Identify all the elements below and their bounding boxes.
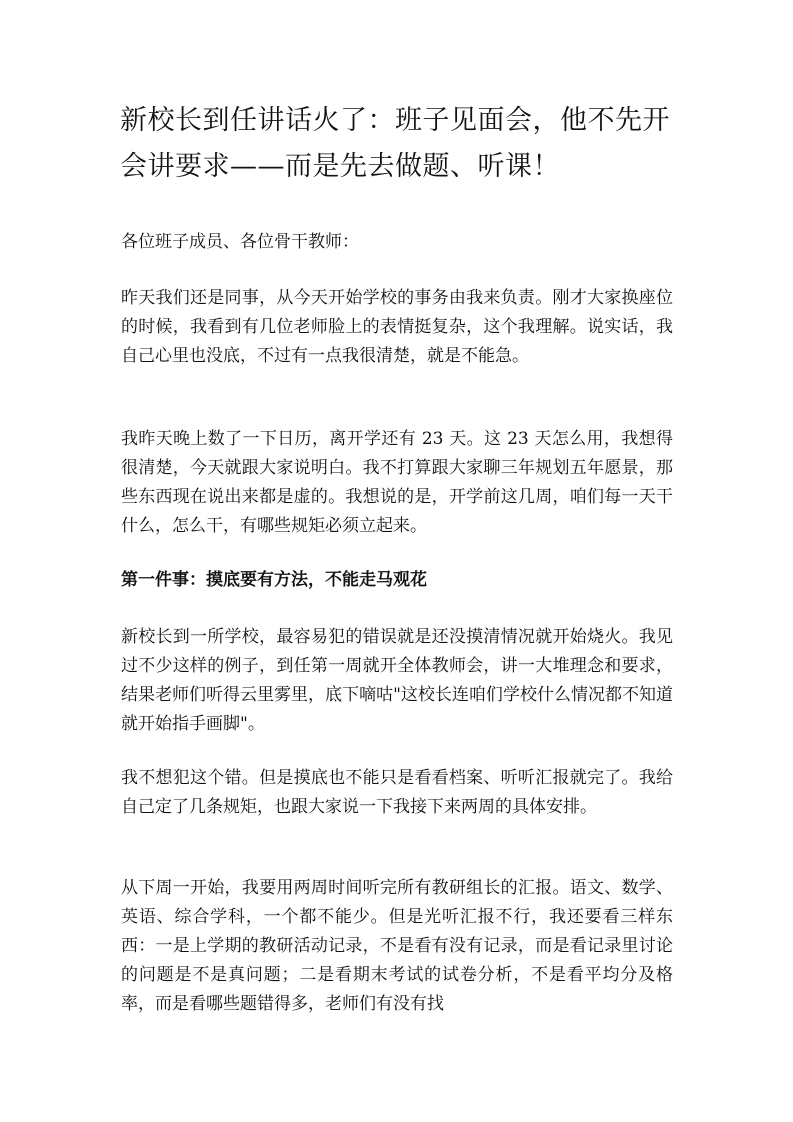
paragraph-2: 我昨天晚上数了一下日历，离开学还有 23 天。这 23 天怎么用，我想得很清楚，今天就跟大家说明白。我不打算跟大家聊三年规划五年愿景，那些东西现在说出来都是虚的。我想说的是，开学前这几周，咱们每一天干什么，怎么干，有哪些规矩必须立起来。 bbox=[121, 429, 673, 536]
paragraph-3: 新校长到一所学校，最容易犯的错误就是还没摸清情况就开始烧火。我见过不少这样的例子，到任第一周就开全体教师会，讲一大堆理念和要求，结果老师们听得云里雾里，底下嘀咕"这校长连咱们学校什么情况都不知道就开始指手画脚"。 bbox=[121, 627, 673, 734]
article-title: 新校长到任讲话火了：班子见面会，他不先开会讲要求——而是先去做题、听课！ bbox=[120, 105, 670, 182]
paragraph-1: 昨天我们还是同事，从今天开始学校的事务由我来负责。刚才大家换座位的时候，我看到有几位老师脸上的表情挺复杂，这个我理解。说实话，我自己心里也没底，不过有一点我很清楚，就是不能急。 bbox=[121, 288, 673, 366]
salutation: 各位班子成员、各位骨干教师： bbox=[121, 232, 359, 252]
paragraph-5: 从下周一开始，我要用两周时间听完所有教研组长的汇报。语文、数学、英语、综合学科，一个都不能少。但是光听汇报不行，我还要看三样东西：一是上学期的教研活动记录，不是看有没有记录，而是看记录里讨论的问题是不是真问题；二是看期末考试的试卷分析，不是看平均分及格率，而是看哪些题错得多，老师们有没有找 bbox=[121, 878, 673, 1014]
paragraph-4: 我不想犯这个错。但是摸底也不能只是看看档案、听听汇报就完了。我给自己定了几条规矩，也跟大家说一下我接下来两周的具体安排。 bbox=[121, 768, 673, 817]
section-heading: 第一件事：摸底要有方法，不能走马观花 bbox=[121, 570, 427, 590]
